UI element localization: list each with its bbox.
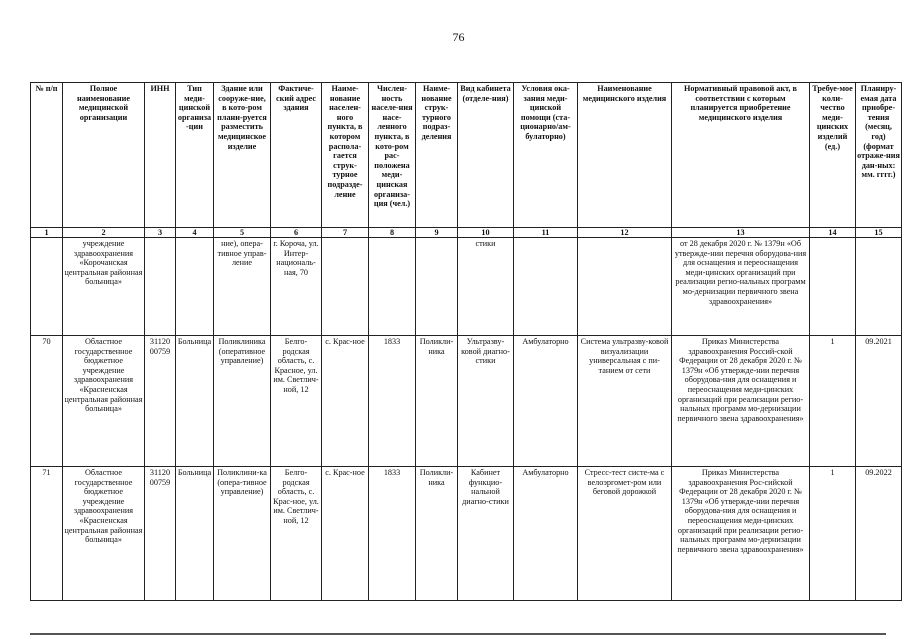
table-row bbox=[31, 467, 902, 601]
table-cell bbox=[856, 238, 902, 336]
table-cell: Больница bbox=[176, 336, 214, 467]
table-cell: с. Крас-ное bbox=[322, 467, 369, 601]
table-cell: Областное государственное бюджетное учреждение здравоохранения «Красненская центральная районная больница» bbox=[63, 467, 145, 601]
table-cell bbox=[322, 238, 369, 336]
table-cell bbox=[369, 238, 416, 336]
header-row bbox=[31, 83, 902, 228]
column-header: Фактиче-ский адрес здания bbox=[271, 83, 322, 228]
table-cell bbox=[145, 238, 176, 336]
table-cell: 1 bbox=[810, 336, 856, 467]
column-number: 8 bbox=[369, 228, 416, 238]
column-header: ИНН bbox=[145, 83, 176, 228]
table-cell: 1833 bbox=[369, 467, 416, 601]
table-cell: 09.2021 bbox=[856, 336, 902, 467]
column-header: Условия ока-зания меди-цинской помощи (ста-ционарно/ам-булаторно) bbox=[514, 83, 578, 228]
table-cell: Белго-родская область, с. Красное, ул. им. Светлич-ной, 12 bbox=[271, 336, 322, 467]
column-number: 4 bbox=[176, 228, 214, 238]
table-cell: от 28 декабря 2020 г. № 1379н «Об утвержде-нии перечня оборудова-ния для оснащения и переоснащения меди-цинских организаций при реализации регио-нальных программ мо-дернизации первичного звена здравоохранения» bbox=[672, 238, 810, 336]
table-row bbox=[31, 238, 902, 336]
table-cell: 1 bbox=[810, 467, 856, 601]
table-cell: Поликлиника (оперативное управление) bbox=[214, 336, 271, 467]
table-cell: Амбулаторно bbox=[514, 336, 578, 467]
column-number: 14 bbox=[810, 228, 856, 238]
column-header: Полное наименование медицинской организации bbox=[63, 83, 145, 228]
column-number: 6 bbox=[271, 228, 322, 238]
table-cell: Поликли-ника bbox=[416, 467, 458, 601]
column-number: 11 bbox=[514, 228, 578, 238]
table-cell: с. Крас-ное bbox=[322, 336, 369, 467]
table-cell: Белго-родская область, с. Крас-ное, ул. им. Светлич-ной, 12 bbox=[271, 467, 322, 601]
column-header: Нормативный правовой акт, в соответствии с которым планируется приобретение медицинского изделия bbox=[672, 83, 810, 228]
table-cell bbox=[578, 238, 672, 336]
table-cell: 09.2022 bbox=[856, 467, 902, 601]
table-cell: 71 bbox=[31, 467, 63, 601]
table-cell: 31120 00759 bbox=[145, 336, 176, 467]
column-header: Наименование медицинского изделия bbox=[578, 83, 672, 228]
column-number: 15 bbox=[856, 228, 902, 238]
table-cell: 31120 00759 bbox=[145, 467, 176, 601]
table-cell: Больница bbox=[176, 467, 214, 601]
column-number: 13 bbox=[672, 228, 810, 238]
table-cell bbox=[810, 238, 856, 336]
column-header: Наиме-нование населен-ного пункта, в котором распола-гается струк-турное подразде-ление bbox=[322, 83, 369, 228]
column-number: 7 bbox=[322, 228, 369, 238]
column-header: № п/п bbox=[31, 83, 63, 228]
table-cell: ние), опера-тивное управ-ление bbox=[214, 238, 271, 336]
table-cell: Приказ Министерства здравоохранения Рос-сийской Федерации от 28 декабря 2020 г. № 1379н «Об утвержде-нии перечня оборудова-ния для оснащения и переоснащения меди-цинских организаций при реализации регио-нальных программ мо-дернизации первичного звена здравоохранения» bbox=[672, 467, 810, 601]
table-cell: Амбулаторно bbox=[514, 467, 578, 601]
column-header: Здание или сооруже-ние, в кото-ром плани-руется разместить медицинское изделие bbox=[214, 83, 271, 228]
column-number: 3 bbox=[145, 228, 176, 238]
page-bottom-edge bbox=[30, 633, 886, 635]
column-header: Наиме-нование струк-турного подраз-деления bbox=[416, 83, 458, 228]
column-number: 5 bbox=[214, 228, 271, 238]
column-number: 1 bbox=[31, 228, 63, 238]
table-cell: Областное государственное бюджетное учреждение здравоохранения «Красненская центральная районная больница» bbox=[63, 336, 145, 467]
table-cell: стики bbox=[458, 238, 514, 336]
column-number: 9 bbox=[416, 228, 458, 238]
column-number: 2 bbox=[63, 228, 145, 238]
column-number-row bbox=[31, 228, 902, 238]
column-header: Вид кабинета (отделе-ния) bbox=[458, 83, 514, 228]
column-number: 12 bbox=[578, 228, 672, 238]
column-header: Числен-ность населе-ния насе-ленного пункта, в кото-ром рас-положена меди-цинская организа-ция (чел.) bbox=[369, 83, 416, 228]
column-header: Требуе-мое коли-чество меди-цинских изделий (ед.) bbox=[810, 83, 856, 228]
table-cell bbox=[31, 238, 63, 336]
equipment-table bbox=[30, 82, 902, 601]
column-header: Тип меди-цинской организа-ции bbox=[176, 83, 214, 228]
table-cell: Система ультразву-ковой визуализации универсальная с пи-танием от сети bbox=[578, 336, 672, 467]
table-cell: Стресс-тест систе-ма с велоэргомет-ром или беговой дорожкой bbox=[578, 467, 672, 601]
column-number: 10 bbox=[458, 228, 514, 238]
column-header: Планиру-емая дата приобре-тения (месяц, год) (формат отраже-ния дан-ных: мм. гггг.) bbox=[856, 83, 902, 228]
page-number: 76 bbox=[452, 30, 465, 44]
table-cell: Приказ Министерства здравоохранения Россий-ской Федерации от 28 декабря 2020 г. № 1379н «Об утвержде-нии перечня оборудова-ния для оснащения и переоснащения меди-цинских организаций при реализации регио-нальных программ мо-дернизации первичного звена здравоохранения» bbox=[672, 336, 810, 467]
table-row bbox=[31, 336, 902, 467]
table-cell: 70 bbox=[31, 336, 63, 467]
table-cell bbox=[176, 238, 214, 336]
table-cell bbox=[416, 238, 458, 336]
table-cell bbox=[514, 238, 578, 336]
table-cell: учреждение здравоохранения «Корочанская центральная районная больница» bbox=[63, 238, 145, 336]
table-cell: Кабинет функцио-нальной диагно-стики bbox=[458, 467, 514, 601]
table-cell: Поликлини-ка (опера-тивное управление) bbox=[214, 467, 271, 601]
table-cell: г. Короча, ул. Интер-националь-ная, 70 bbox=[271, 238, 322, 336]
table-cell: Ультразву-ковой диагно-стики bbox=[458, 336, 514, 467]
table-cell: 1833 bbox=[369, 336, 416, 467]
table-cell: Поликли-ника bbox=[416, 336, 458, 467]
